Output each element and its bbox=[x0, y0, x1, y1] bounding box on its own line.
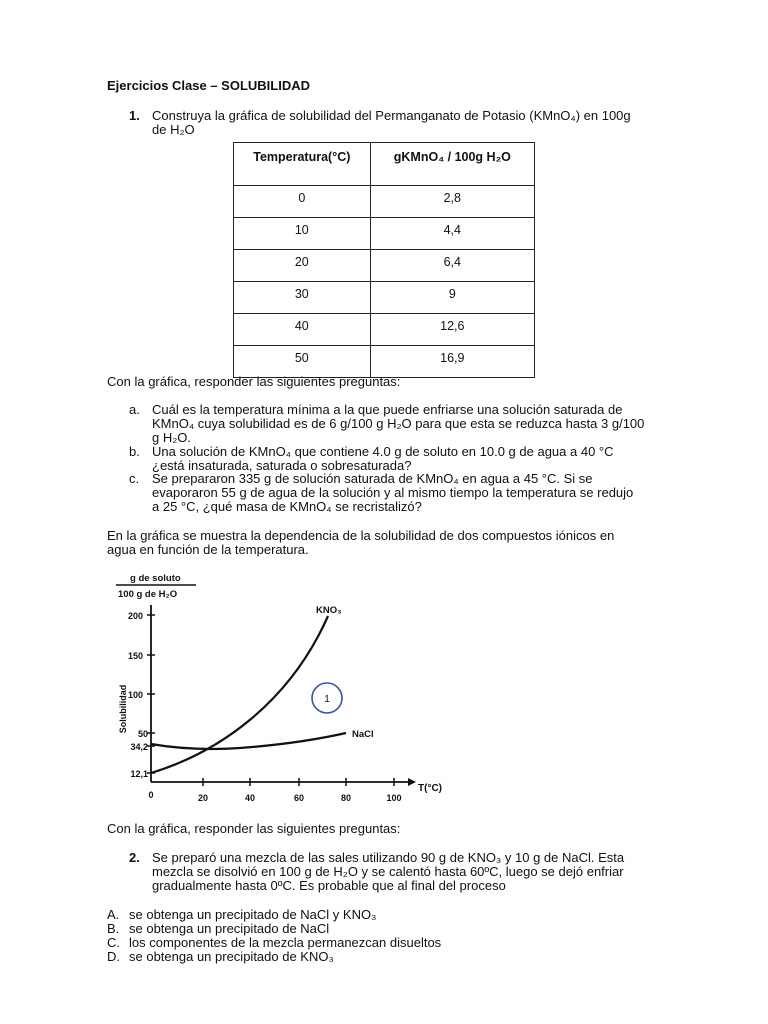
question-1-number: 1. bbox=[129, 108, 140, 123]
subquestion-b-line: Una solución de KMnO₄ que contiene 4.0 g de soluto en 10.0 g de agua a 40 °C bbox=[152, 444, 614, 459]
option-c-label: C. bbox=[107, 935, 120, 950]
table-row bbox=[234, 186, 535, 218]
table-cell: 40 bbox=[234, 314, 371, 346]
subquestion-a-line: Cuál es la temperatura mínima a la que puede enfriarse una solución saturada de bbox=[152, 402, 623, 417]
table-row bbox=[234, 218, 535, 250]
table-row bbox=[234, 282, 535, 314]
table-row bbox=[234, 250, 535, 282]
graph-y-tick-label: 12,1 bbox=[130, 769, 148, 779]
graph-ylabel: Solubilidad bbox=[118, 684, 128, 734]
subquestion-a-line: KMnO₄ cuya solubilidad es de 6 g/100 g H₂O para que esta se reduzca hasta 3 g/100 bbox=[152, 416, 645, 431]
subquestion-c-line: evaporaron 55 g de agua de la solución y al mismo tiempo la temperatura se redujo bbox=[152, 485, 634, 500]
question-1-line1: Construya la gráfica de solubilidad del Permanganato de Potasio (KMnO₄) en 100g bbox=[152, 108, 631, 123]
table-row bbox=[234, 346, 535, 378]
graph-unit-bottom: 100 g de H₂O bbox=[118, 589, 178, 600]
table-header-temperature: Temperatura(°C) bbox=[234, 143, 371, 186]
graph-y-tick-label: 200 bbox=[127, 611, 143, 621]
graph-series-kno3-line bbox=[151, 616, 328, 773]
subquestion-c-label: c. bbox=[129, 471, 140, 486]
paragraph-2-line: agua en función de la temperatura. bbox=[107, 542, 309, 557]
table-cell: 4,4 bbox=[370, 218, 534, 250]
graph-x-tick-label: 40 bbox=[244, 793, 256, 803]
table-cell: 0 bbox=[234, 186, 371, 218]
solubility-graph bbox=[100, 572, 442, 804]
table-cell: 10 bbox=[234, 218, 371, 250]
graph-unit-top: g de soluto bbox=[130, 573, 181, 584]
subquestion-a-line: g H₂O. bbox=[152, 430, 191, 445]
table-cell: 30 bbox=[234, 282, 371, 314]
graph-series-nacl-label: NaCl bbox=[352, 729, 374, 740]
paragraph-2-line: En la gráfica se muestra la dependencia de la solubilidad de dos compuestos iónicos en bbox=[107, 528, 615, 543]
graph-series-kno3-label: KNO₃ bbox=[316, 605, 342, 616]
subquestion-c-line: Se prepararon 335 g de solución saturada de KMnO₄ en agua a 45 °C. Si se bbox=[152, 471, 593, 486]
question-2-line: Se preparó una mezcla de las sales utilizando 90 g de KNO₃ y 10 g de NaCl. Esta bbox=[152, 850, 625, 865]
graph-y-tick-label: 50 bbox=[137, 729, 148, 739]
graph-xlabel: T(°C) bbox=[418, 783, 442, 794]
graph-x-tick-label: 80 bbox=[340, 793, 352, 803]
table-cell: 6,4 bbox=[370, 250, 534, 282]
table-cell: 9 bbox=[370, 282, 534, 314]
question-2-number: 2. bbox=[129, 850, 140, 865]
option-b-text: se obtenga un precipitado de NaCl bbox=[129, 921, 330, 936]
solubility-table bbox=[233, 142, 535, 378]
page-title: Ejercicios Clase – SOLUBILIDAD bbox=[107, 78, 311, 93]
question-1-line2: de H₂O bbox=[152, 122, 195, 137]
graph-y-tick-label: 34,2 bbox=[130, 742, 148, 752]
option-a-text: se obtenga un precipitado de NaCl y KNO₃ bbox=[129, 907, 377, 922]
option-a-label: A. bbox=[107, 907, 120, 922]
graph-y-tick-label: 150 bbox=[127, 651, 143, 661]
table-cell: 2,8 bbox=[370, 186, 534, 218]
graph-series-nacl-line bbox=[151, 733, 346, 749]
graph-marker-label: 1 bbox=[324, 694, 330, 705]
subquestion-b-label: b. bbox=[129, 444, 140, 459]
graph-x-tick-label: 60 bbox=[293, 793, 305, 803]
subquestion-b-line: ¿está insaturada, saturada o sobresaturada? bbox=[152, 458, 412, 473]
table-cell: 12,6 bbox=[370, 314, 534, 346]
question-2-line: gradualmente hasta 0ºC. Es probable que al final del proceso bbox=[152, 878, 506, 893]
graph-origin-label: 0 bbox=[148, 790, 154, 800]
table-cell: 20 bbox=[234, 250, 371, 282]
option-c-text: los componentes de la mezcla permanezcan disueltos bbox=[129, 935, 442, 950]
graph-y-tick-label: 100 bbox=[127, 690, 143, 700]
intro-text-1: Con la gráfica, responder las siguientes preguntas: bbox=[107, 374, 401, 389]
table-row bbox=[234, 314, 535, 346]
table-cell: 50 bbox=[234, 346, 371, 378]
question-2-line: mezcla se disolvió en 100 g de H₂O y se calentó hasta 60ºC, luego se dejó enfriar bbox=[152, 864, 624, 879]
subquestion-c-line: a 25 °C, ¿qué masa de KMnO₄ se recristalizó? bbox=[152, 499, 422, 514]
subquestion-a-label: a. bbox=[129, 402, 140, 417]
option-d-text: se obtenga un precipitado de KNO₃ bbox=[129, 949, 334, 964]
option-b-label: B. bbox=[107, 921, 120, 936]
table-cell: 16,9 bbox=[370, 346, 534, 378]
intro-text-2: Con la gráfica, responder las siguientes preguntas: bbox=[107, 821, 401, 836]
graph-x-axis-arrow bbox=[408, 778, 416, 786]
table-header-solubility: gKMnO₄ / 100g H₂O bbox=[370, 143, 534, 186]
graph-x-tick-label: 20 bbox=[197, 793, 209, 803]
graph-x-tick-label: 100 bbox=[386, 793, 402, 803]
option-d-label: D. bbox=[107, 949, 120, 964]
